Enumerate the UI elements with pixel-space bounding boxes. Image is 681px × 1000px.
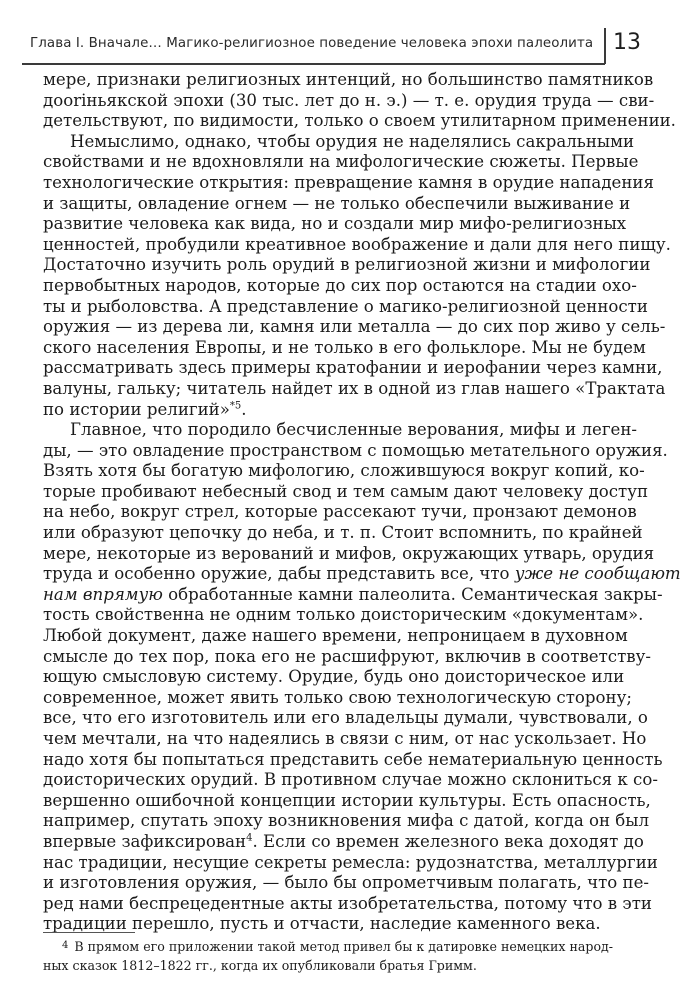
text-line: ского населения Европы, и не только в его фольклоре. Мы не будем	[43, 337, 646, 357]
footnote-number: 4	[62, 940, 69, 951]
text-line: чем мечтали, на что надеялись в связи с ним, от нас ускользает. Но	[43, 729, 647, 748]
footnote-text: В прямом его приложении такой метод привел бы к датировке немецких народ-	[74, 939, 614, 954]
paragraph-2	[43, 131, 671, 420]
text-line: например, спутать эпоху возникновения мифа с датой, когда он был	[43, 811, 650, 831]
text-line: развитие человека как вида, но и создали мир мифо-религиозных	[43, 214, 627, 234]
header-vertical-rule	[604, 28, 606, 64]
paragraph-1	[43, 70, 676, 132]
text-line: Главное, что породило бесчисленные верования, мифы и леген-	[70, 420, 638, 440]
text-line: ты и рыболовства. А представление о магико-религиозной ценности	[43, 296, 648, 316]
footnote-rule	[43, 932, 135, 933]
text-line: Любой документ, даже нашего времени, непроницаем в духовном	[43, 626, 628, 646]
text-line: все, что его изготовитель или его владельцы думали, чувствовали, о	[43, 708, 648, 728]
text-line: ющую смысловую систему. Орудие, будь оно доисторическое или	[43, 667, 625, 687]
text-line: Взять хотя бы богатую мифологию, сложившуюся вокруг копий, ко-	[43, 461, 645, 481]
running-head: Глава I. Вначале… Магико-религиозное поведение человека эпохи палеолита	[30, 36, 594, 51]
text-line: смысле до тех пор, пока его не расшифруют, включив в соответству-	[43, 646, 651, 666]
endnote-marker: *5	[229, 399, 242, 411]
text-fragment: обработанные камни палеолита. Семантическая закры-	[162, 584, 663, 604]
text-line: ред нами беспрецедентные акты изобретательства, потому что в эти	[43, 893, 652, 913]
text-line: доисторических орудий. В противном случае можно склониться к со-	[43, 770, 658, 790]
text-line: оружия — из дерева ли, камня или металла — до сих пор живо у сель-	[43, 317, 666, 337]
text-line: дооriньякской эпохи (30 тыс. лет до н. э.) — т. е. орудия труда — сви-	[43, 90, 655, 110]
italic-text: уже не сообщают	[514, 564, 681, 584]
text-line: нас традиции, несущие секреты ремесла: рудознатства, металлургии	[43, 852, 658, 872]
text-line: валуны, гальку; читатель найдет их в одной из глав нашего «Трактата	[43, 378, 666, 398]
text-line	[43, 831, 644, 853]
text-line: мере, признаки религиозных интенций, но большинство памятников	[43, 70, 654, 89]
text-line: рассматривать здесь примеры кратофании и иерофании через камни,	[43, 358, 663, 378]
text-line: технологические открытия: превращение камня в орудие нападения	[43, 172, 654, 192]
text-line: мере, некоторые из верований и мифов, окружающих утварь, орудия	[43, 543, 655, 563]
footnote-line	[43, 937, 618, 957]
text-line: детельствуют, по видимости, только о своем утилитарном применении.	[43, 111, 676, 131]
text-line	[43, 584, 663, 606]
text-line: надо хотя бы попытаться представить себе нематериальную ценность	[43, 749, 663, 769]
text-fragment: труда и особенно оружие, дабы представить все, что	[43, 564, 515, 584]
text-line: ценностей, пробудили креативное воображение и дали для него пищу.	[43, 234, 671, 254]
footnote-marker: 4	[246, 832, 253, 844]
text-line	[43, 564, 681, 585]
footnote	[43, 937, 618, 975]
page-number: 13	[613, 30, 641, 55]
text-line: на небо, вокруг стрел, которые рассекают тучи, пронзают демонов	[43, 502, 637, 522]
text-fragment: по истории религий»	[43, 399, 230, 419]
text-line: торые пробивают небесный свод и тем самым дают человеку доступ	[43, 481, 649, 501]
text-fragment: .	[241, 399, 247, 419]
footnote-line: ных сказок 1812–1822 гг., когда их опубликовали братья Гримм.	[43, 957, 477, 973]
text-line: или образуют цепочку до неба, и т. п. Стоит вспомнить, по крайней	[43, 523, 643, 543]
text-line: и защиты, овладение огнем — не только обеспечили выживание и	[43, 193, 631, 213]
text-line: вершенно ошибочной концепции истории культуры. Есть опасность,	[43, 790, 651, 810]
text-line: традиции перешло, пусть и отчасти, наследие каменного века.	[43, 914, 601, 934]
main-text	[43, 70, 681, 935]
text-line: тость свойственна не одним только доисторическим «документам».	[43, 605, 644, 625]
paragraph-3	[43, 420, 681, 935]
text-line: ды, — это овладение пространством с помощью метательного оружия.	[43, 440, 668, 460]
text-line: современное, может явить только свою технологическую сторону;	[43, 687, 632, 707]
text-fragment: впервые зафиксирован	[43, 831, 247, 851]
text-line: свойствами и не вдохновляли на мифологические сюжеты. Первые	[43, 152, 639, 172]
text-line	[43, 400, 617, 421]
text-fragment: . Если со времен железного века доходят до	[252, 831, 644, 851]
text-line: и изготовления оружия, — было бы опрометчивым полагать, что пе-	[43, 873, 649, 893]
italic-text: нам впрямую	[43, 584, 163, 604]
text-line: Немыслимо, однако, чтобы орудия не наделялись сакральными	[70, 131, 635, 151]
header-rule	[22, 63, 605, 65]
text-line: первобытных народов, которые до сих пор остаются на стадии охо-	[43, 275, 637, 295]
text-line: Достаточно изучить роль орудий в религиозной жизни и мифологии	[43, 255, 651, 275]
